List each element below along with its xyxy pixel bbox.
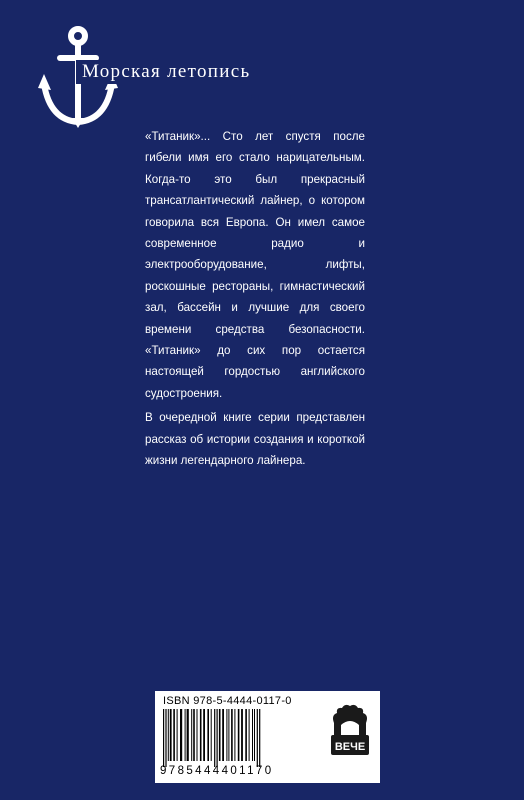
barcode-bar [197, 709, 198, 761]
barcode-bar [254, 709, 255, 761]
barcode-bar [238, 709, 240, 761]
barcode-bar [226, 709, 227, 761]
barcode-bar [191, 709, 192, 761]
barcode-bar [211, 709, 212, 761]
barcode-bar [249, 709, 250, 761]
barcode-bar [203, 709, 205, 761]
barcode-bar [207, 709, 209, 761]
barcode-bar [214, 709, 215, 767]
barcode-bar [219, 709, 221, 761]
barcode-bar [222, 709, 224, 761]
barcode-bar [187, 709, 189, 761]
barcode-bar [231, 709, 233, 761]
publisher-logo [325, 699, 375, 777]
book-description [145, 126, 365, 472]
barcode [161, 709, 311, 767]
barcode-bar [257, 709, 258, 767]
barcode-bar [259, 709, 260, 767]
barcode-bar [165, 709, 166, 767]
barcode-bar [168, 709, 169, 761]
barcode-bar [228, 709, 229, 761]
barcode-bar [177, 709, 178, 761]
barcode-bar [200, 709, 202, 761]
barcode-bar [170, 709, 172, 761]
barcode-bar [234, 709, 235, 761]
barcode-bar [193, 709, 195, 761]
barcode-panel [155, 691, 380, 783]
barcode-bar [185, 709, 186, 761]
publisher-logo-text: ВЕЧЕ [334, 741, 366, 753]
barcode-bar [245, 709, 247, 761]
description-paragraph: В очередной книге серии представлен рассказ об истории создания и короткой жизни легендарного лайнера. [145, 411, 365, 468]
barcode-bar [180, 709, 182, 761]
barcode-bar [241, 709, 243, 761]
barcode-bar [163, 709, 164, 767]
barcode-bar [217, 709, 218, 767]
barcode-bar [252, 709, 253, 761]
series-title: Морская летопись [76, 60, 254, 84]
description-paragraph: «Титаник»... Сто лет спустя после гибели имя его стало нарицательным. Когда-то это был прекрасный трансатлантический лайнер, о котором говорила вся Европа. Он имел самое современное радио и электрооборудование, лифты, роскошные рестораны, гимнастический зал, бассейн и лучшие для своего времени средства безопасности. «Титаник» до сих пор остается настоящей гордостью английского судостроения. [145, 130, 365, 400]
isbn-label: ISBN 978-5-4444-0117-0 [163, 695, 292, 707]
barcode-digits: 9785444401170 [160, 765, 274, 777]
barcode-bar [173, 709, 175, 761]
